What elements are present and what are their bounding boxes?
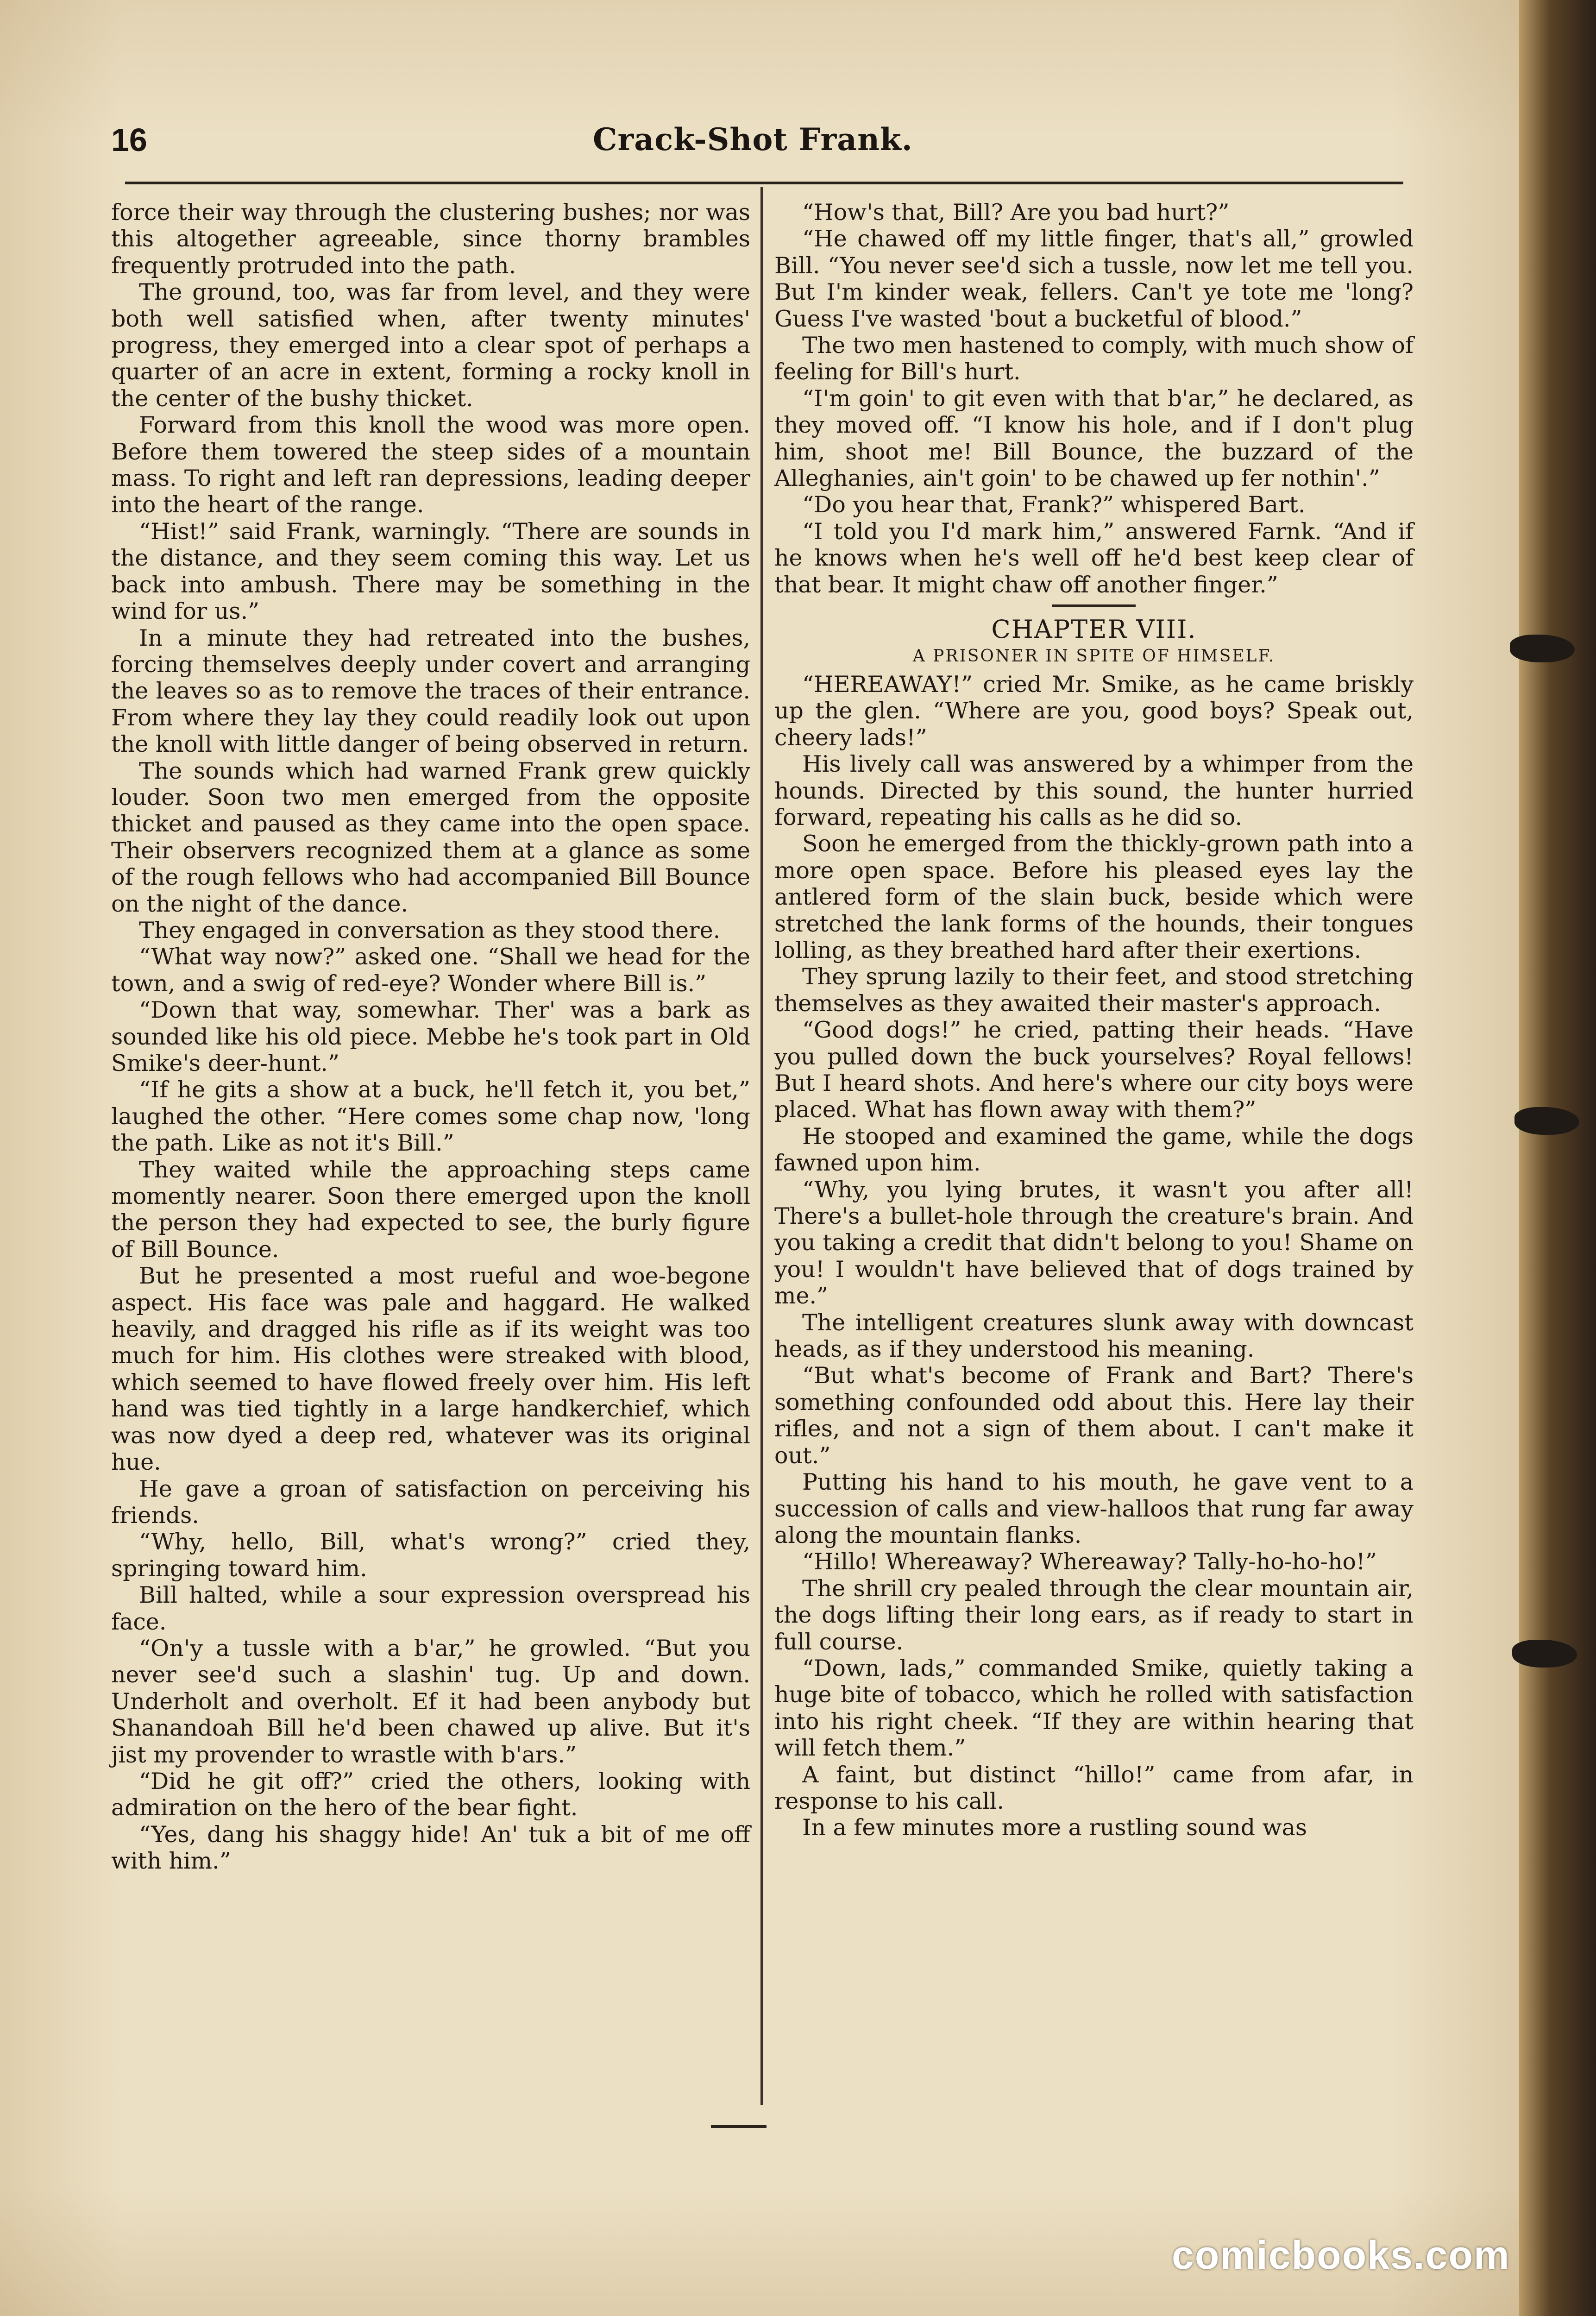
bottom-rule	[711, 2125, 767, 2128]
paragraph: The intelligent creatures slunk away with downcast heads, as if they understood his meaning.	[774, 1309, 1414, 1363]
paragraph: “But what's become of Frank and Bart? There's something confounded odd about this. Here lay their rifles, and not a sign of them about. I can't make it out.”	[774, 1362, 1414, 1469]
paragraph: His lively call was answered by a whimper from the hounds. Directed by this sound, the hunter hurried forward, repeating his calls as he did so.	[774, 751, 1414, 831]
paragraph: “Hillo! Whereaway? Whereaway? Tally-ho-ho-ho!”	[802, 1548, 1377, 1575]
paragraph: The ground, too, was far from level, and they were both well satisfied when, after twenty minutes' progress, they emerged into a clear spot of perhaps a quarter of an acre in extent, forming a rocky knoll in the center of the bushy thicket.	[111, 279, 750, 412]
paragraph: “Yes, dang his shaggy hide! An' tuk a bit of me off with him.”	[111, 1821, 750, 1875]
paragraph: “I'm goin' to git even with that b'ar,” he declared, as they moved off. “I know his hole, and if I don't plug him, shoot me! Bill Bounce, the buzzard of the Alleghanies, ain't goin' to be chawed up fer nothin'.”	[774, 385, 1414, 492]
page-number: 16	[111, 122, 147, 158]
paragraph: Bill halted, while a sour expression overspread his face.	[111, 1582, 750, 1635]
paragraph: The sounds which had warned Frank grew quickly louder. Soon two men emerged from the opposite thicket and paused as they came into the open space. Their observers recognized them at a glance as some of the rough fellows who had accompanied Bill Bounce on the night of the dance.	[111, 757, 750, 917]
paragraph: In a minute they had retreated into the bushes, forcing themselves deeply under covert and arranging the leaves so as to remove the traces of their entrance. From where they lay they could readily look out upon the knoll with little danger of being observed in return.	[111, 624, 750, 758]
chapter-rule	[1052, 604, 1136, 607]
page-header	[111, 121, 1408, 172]
paragraph: “HEREAWAY!” cried Mr. Smike, as he came briskly up the glen. “Where are you, good boys? Speak out, cheery lads!”	[774, 671, 1414, 751]
running-title: Crack-Shot Frank.	[593, 121, 913, 157]
paragraph: They waited while the approaching steps came momently nearer. Soon there emerged upon the knoll the person they had expected to see, the burly figure of Bill Bounce.	[111, 1156, 750, 1263]
paragraph: “Good dogs!” he cried, patting their heads. “Have you pulled down the buck yourselves? Royal fellows! But I heard shots. And here's where our city boys were placed. What has flown away with them?”	[774, 1017, 1414, 1123]
chapter-title: CHAPTER VIII.	[991, 615, 1197, 644]
right-column	[774, 199, 1414, 1841]
paragraph: They engaged in conversation as they stood there.	[139, 917, 721, 944]
paragraph: Soon he emerged from the thickly-grown path into a more open space. Before his pleased eyes lay the antlered form of the slain buck, beside which were stretched the lank forms of the hounds, their tongues lolling, as they breathed hard after their exertions.	[774, 831, 1414, 963]
paragraph: “Hist!” said Frank, warningly. “There are sounds in the distance, and they seem coming this way. Let us back into ambush. There may be something in the wind for us.”	[111, 518, 750, 625]
paragraph: But he presented a most rueful and woe-begone aspect. His face was pale and haggard. He walked heavily, and dragged his rifle as if its weight was too much for him. His clothes were streaked with blood, which seemed to have flowed freely over him. His left hand was tied tightly in a large handkerchief, which was now dyed a deep red, whatever was its original hue.	[111, 1263, 750, 1476]
binding-edge	[1519, 0, 1596, 2316]
paragraph: He stooped and examined the game, while the dogs fawned upon him.	[774, 1123, 1414, 1177]
paragraph: “Down, lads,” commanded Smike, quietly taking a huge bite of tobacco, which he rolled with satisfaction into his right cheek. “If they are within hearing that will fetch them.”	[774, 1655, 1414, 1762]
paragraph: The two men hastened to comply, with much show of feeling for Bill's hurt.	[774, 332, 1414, 385]
paragraph: “I told you I'd mark him,” answered Farnk. “And if he knows when he's well off he'd best keep clear of that bear. It might chaw off another finger.”	[774, 518, 1414, 598]
paragraph: “On'y a tussle with a b'ar,” he growled. “But you never see'd such a slashin' tug. Up and down. Underholt and overholt. Ef it had been anybody but Shanandoah Bill he'd been chawed up alive. But it's jist my provender to wrastle with b'ars.”	[111, 1635, 750, 1768]
chapter-subtitle: A PRISONER IN SPITE OF HIMSELF.	[912, 646, 1276, 666]
paragraph: The shrill cry pealed through the clear mountain air, the dogs lifting their long ears, as if ready to start in full course.	[774, 1575, 1414, 1655]
paragraph: “If he gits a show at a buck, he'll fetch it, you bet,” laughed the other. “Here comes some chap now, 'long the path. Like as not it's Bill.”	[111, 1076, 750, 1157]
header-rule	[125, 182, 1403, 184]
paragraph: Putting his hand to his mouth, he gave vent to a succession of calls and view-halloos that rung far away along the mountain flanks.	[774, 1469, 1414, 1548]
paragraph: In a few minutes more a rustling sound was	[802, 1814, 1307, 1841]
left-column	[111, 199, 750, 1875]
watermark: comicbooks.com	[1172, 2233, 1510, 2278]
paragraph: “He chawed off my little finger, that's all,” growled Bill. “You never see'd sich a tussle, now let me tell you. But I'm kinder weak, fellers. Can't ye tote me 'long? Guess I've wasted 'bout a bucketful of blood.”	[774, 226, 1414, 332]
paragraph: force their way through the clustering bushes; nor was this altogether agreeable, since thorny brambles frequently protruded into the path.	[111, 199, 750, 279]
paragraph: They sprung lazily to their feet, and stood stretching themselves as they awaited their master's approach.	[774, 963, 1414, 1017]
paragraph: A faint, but distinct “hillo!” came from afar, in response to his call.	[774, 1761, 1414, 1814]
paragraph: “What way now?” asked one. “Shall we head for the town, and a swig of red-eye? Wonder where Bill is.”	[111, 944, 750, 997]
paragraph: Forward from this knoll the wood was more open. Before them towered the steep sides of a mountain mass. To right and left ran depressions, leading deeper into the heart of the range.	[111, 412, 750, 518]
paragraph: “Why, you lying brutes, it wasn't you after all! There's a bullet-hole through the creature's brain. And you taking a credit that didn't belong to you! Shame on you! I wouldn't have believed that of dogs trained by me.”	[774, 1176, 1414, 1309]
paragraph: He gave a groan of satisfaction on perceiving his friends.	[111, 1475, 750, 1529]
paragraph: “Did he git off?” cried the others, looking with admiration on the hero of the bear fight.	[111, 1768, 750, 1821]
paragraph: “Do you hear that, Frank?” whispered Bart.	[802, 491, 1306, 518]
paragraph: “Down that way, somewhar. Ther' was a bark as sounded like his old piece. Mebbe he's took part in Old Smike's deer-hunt.”	[111, 997, 750, 1076]
paragraph: “Why, hello, Bill, what's wrong?” cried they, springing toward him.	[111, 1529, 750, 1582]
paragraph: “How's that, Bill? Are you bad hurt?”	[802, 199, 1230, 226]
column-divider	[760, 187, 763, 2105]
